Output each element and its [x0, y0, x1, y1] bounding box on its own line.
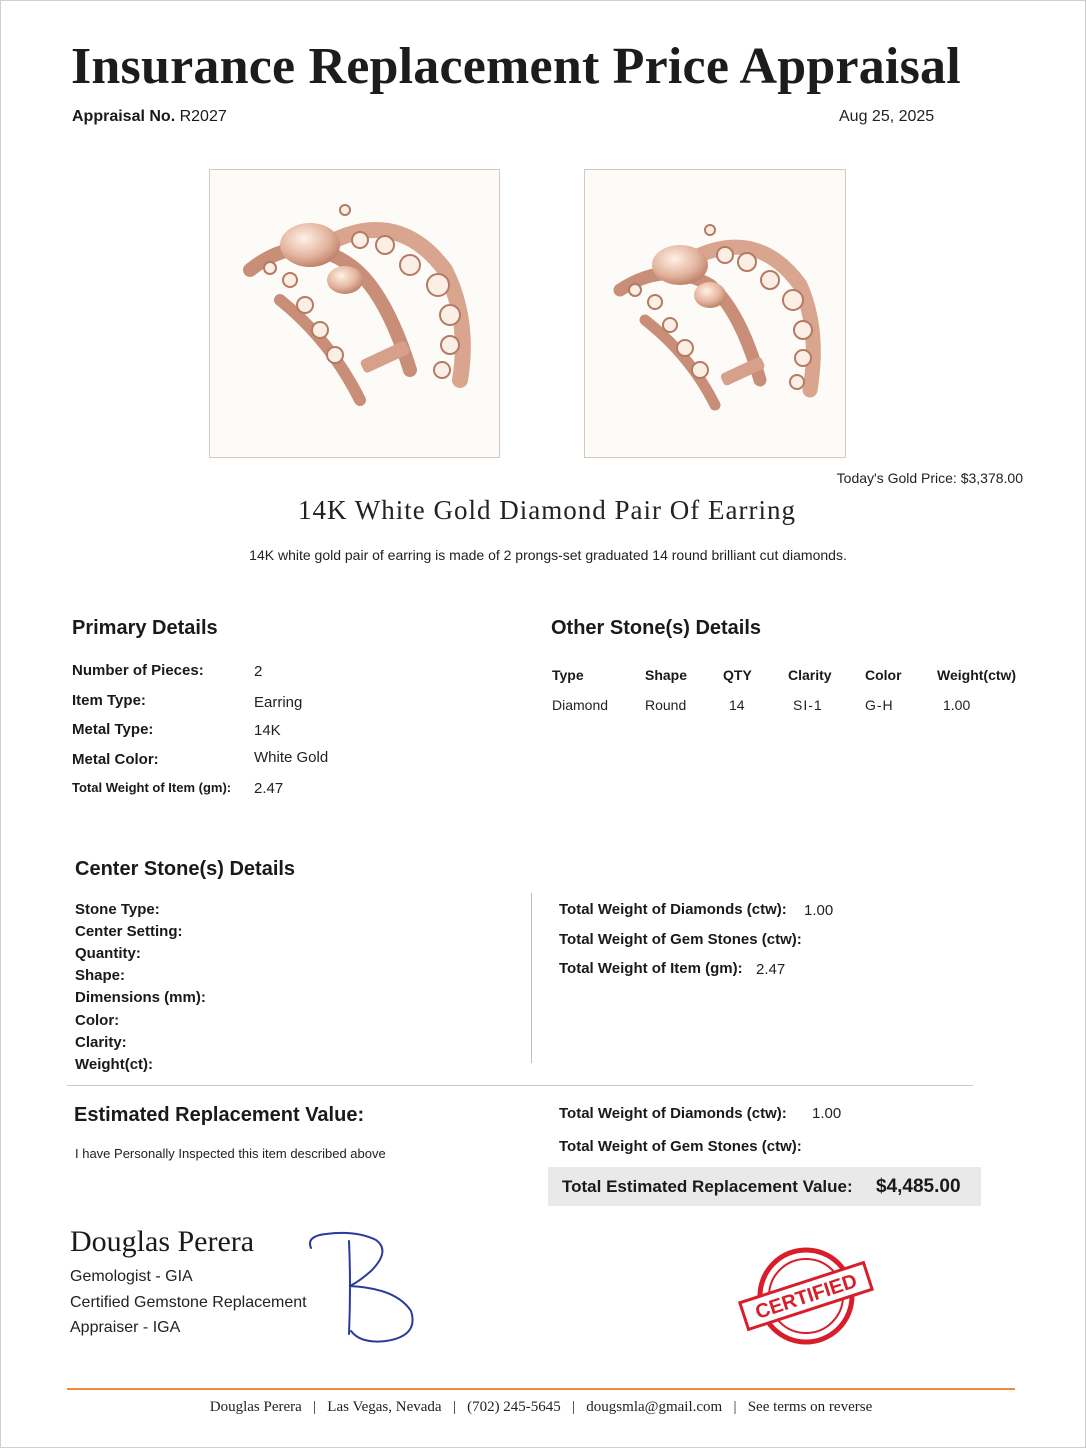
total-value-label: Total Estimated Replacement Value: [562, 1177, 853, 1196]
cell-clarity: SI-1 [793, 697, 823, 713]
center-label-color: Color: [75, 1012, 120, 1029]
center-total-item-value: 2.47 [756, 961, 786, 978]
section-divider [67, 1085, 973, 1086]
svg-text:CERTIFIED: CERTIFIED [752, 1270, 860, 1324]
cell-color: G-H [865, 697, 894, 713]
item-title: 14K White Gold Diamond Pair Of Earring [298, 495, 796, 525]
center-total-gems-label: Total Weight of Gem Stones (ctw): [559, 931, 802, 948]
estimate-diamonds-label: Total Weight of Diamonds (ctw): [559, 1105, 787, 1122]
primary-label-item-type: Item Type: [72, 692, 146, 709]
primary-value-metal-color: White Gold [254, 749, 329, 766]
credential-gia: Gemologist - GIA [70, 1268, 193, 1285]
earring-photo-left [209, 169, 500, 458]
primary-value-pieces: 2 [254, 663, 263, 680]
total-value-amount: $4,485.00 [876, 1176, 961, 1197]
certified-stamp [731, 1246, 881, 1346]
handwritten-signature [301, 1226, 431, 1351]
other-stones-heading: Other Stone(s) Details [551, 617, 762, 639]
center-stones-heading: Center Stone(s) Details [75, 858, 296, 880]
item-description: 14K white gold pair of earring is made of 2 prongs-set graduated 14 round brilliant cut diamonds. [249, 547, 847, 563]
primary-label-metal-color: Metal Color: [72, 751, 159, 768]
primary-value-item-type: Earring [254, 694, 303, 711]
primary-label-total-weight: Total Weight of Item (gm): [72, 780, 232, 795]
center-label-dimensions: Dimensions (mm): [75, 989, 206, 1006]
primary-label-metal-type: Metal Type: [72, 721, 154, 738]
col-clarity: Clarity [788, 667, 832, 683]
col-weight: Weight(ctw) [937, 667, 1017, 683]
center-total-diamonds-label: Total Weight of Diamonds (ctw): [559, 901, 787, 918]
estimate-diamonds-value: 1.00 [812, 1105, 842, 1122]
col-shape: Shape [645, 667, 688, 683]
cell-shape: Round [645, 697, 687, 713]
inspection-statement: I have Personally Inspected this item described above [75, 1146, 386, 1161]
credential-iga: Appraiser - IGA [70, 1319, 181, 1336]
center-total-item-label: Total Weight of Item (gm): [559, 960, 743, 977]
appraisal-number [72, 108, 227, 126]
gold-price: Today's Gold Price: $3,378.00 [836, 470, 1023, 486]
credential-certified: Certified Gemstone Replacement [70, 1294, 307, 1311]
cell-type: Diamond [552, 697, 609, 713]
col-type: Type [552, 667, 584, 683]
primary-value-total-weight: 2.47 [254, 780, 284, 797]
earring-image-right [585, 170, 845, 457]
appraiser-name: Douglas Perera [70, 1225, 255, 1258]
appraisal-number-value: R2027 [179, 108, 227, 125]
center-label-clarity: Clarity: [75, 1034, 127, 1051]
estimate-gems-label: Total Weight of Gem Stones (ctw): [559, 1138, 802, 1155]
center-label-quantity: Quantity: [75, 945, 141, 962]
center-label-shape: Shape: [75, 967, 126, 984]
appraisal-number-label: Appraisal No. [72, 108, 176, 125]
footer-contact: Douglas Perera | Las Vegas, Nevada | (702) 245-5645 | dougsmla@gmail.com | See terms on reverse [209, 1399, 873, 1415]
earring-image-left [210, 170, 499, 457]
col-color: Color [865, 667, 902, 683]
center-total-diamonds-value: 1.00 [804, 902, 834, 919]
center-label-weight: Weight(ct): [75, 1056, 154, 1073]
earring-photo-right [584, 169, 846, 458]
cell-weight: 1.00 [943, 697, 971, 713]
primary-value-metal-type: 14K [254, 722, 281, 739]
center-label-stone-type: Stone Type: [75, 901, 160, 918]
column-divider [531, 893, 532, 1063]
estimate-heading: Estimated Replacement Value: [74, 1104, 365, 1126]
primary-label-pieces: Number of Pieces: [72, 662, 204, 679]
col-qty: QTY [723, 667, 752, 683]
footer-rule [67, 1388, 1015, 1390]
cell-qty: 14 [729, 697, 745, 713]
appraisal-date: Aug 25, 2025 [839, 108, 935, 125]
page-title: Insurance Replacement Price Appraisal [71, 38, 961, 95]
center-label-setting: Center Setting: [75, 923, 183, 940]
primary-details-heading: Primary Details [72, 617, 218, 639]
